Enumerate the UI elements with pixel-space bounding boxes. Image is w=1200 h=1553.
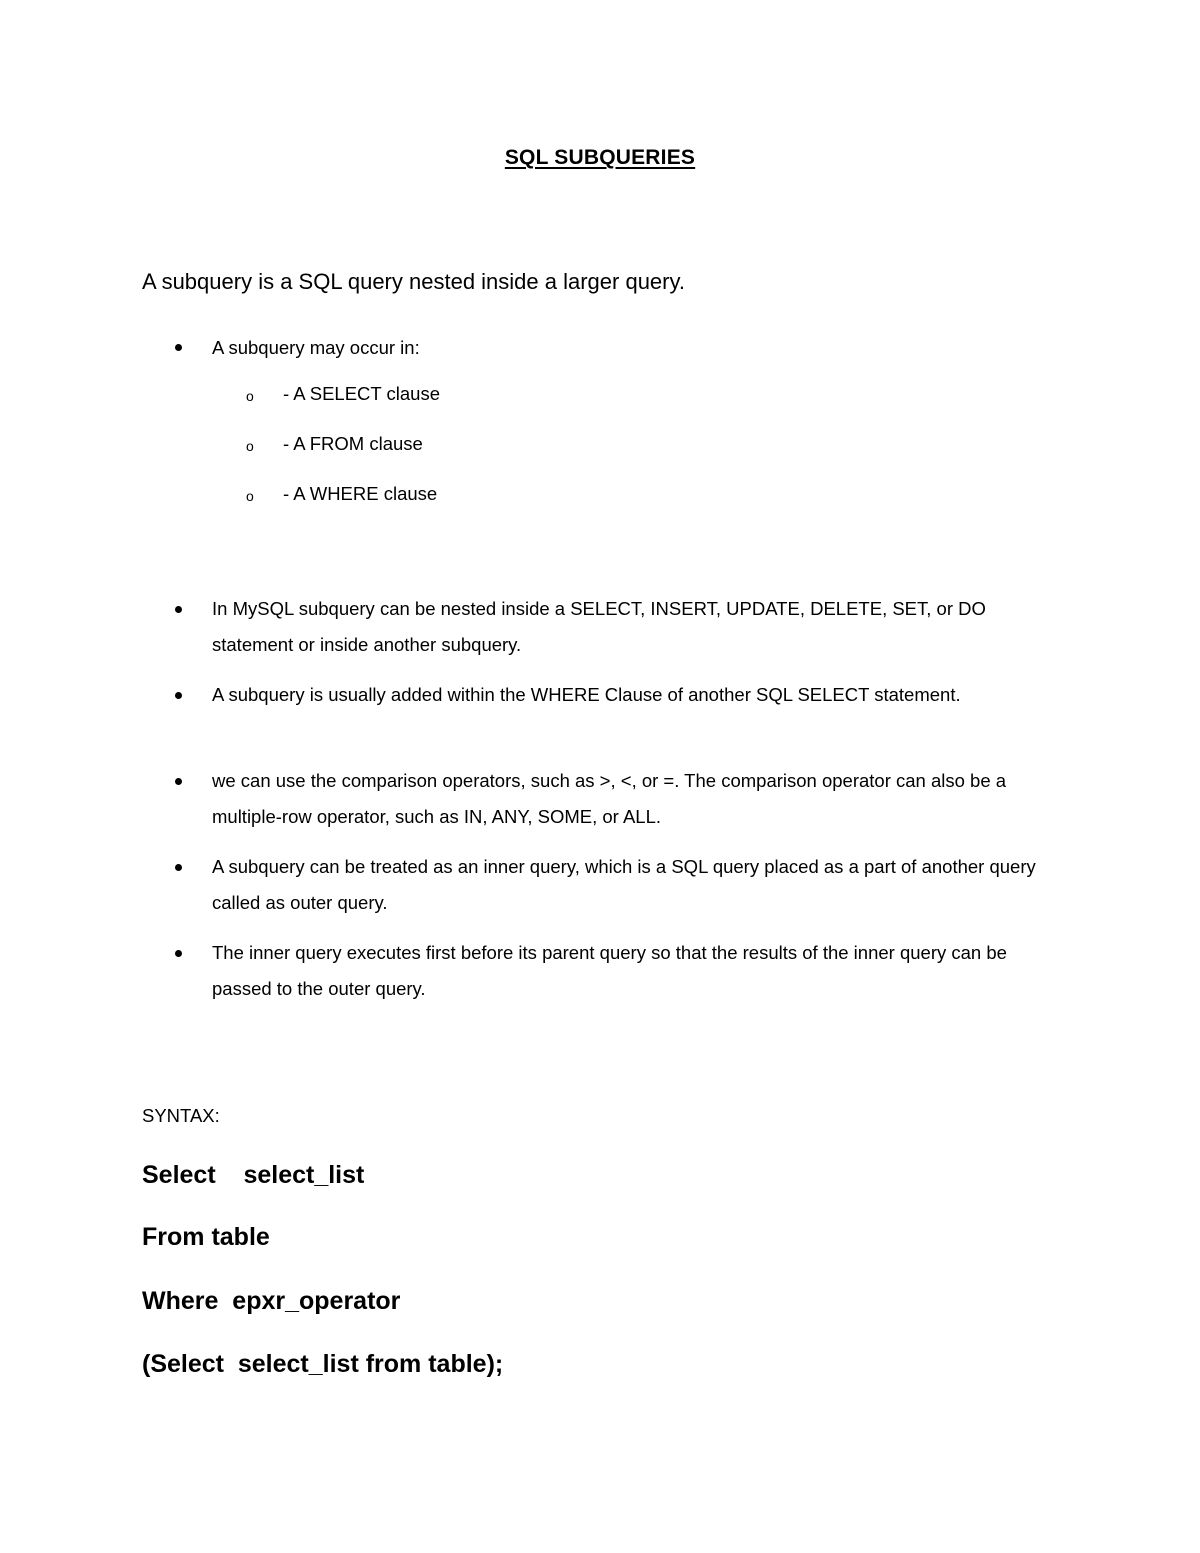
bullet-icon <box>175 778 182 785</box>
bullet-text: In MySQL subquery can be nested inside a SELECT, INSERT, UPDATE, DELETE, SET, or DO statement or inside another subquery. <box>212 598 986 655</box>
syntax-line: (Select select_list from table); <box>142 1350 504 1378</box>
syntax-line: From table <box>142 1223 270 1251</box>
syntax-label: SYNTAX: <box>142 1105 220 1126</box>
sub-list-item: - A FROM clause <box>283 433 423 454</box>
bullet-icon <box>175 864 182 871</box>
bullet-text: A subquery can be treated as an inner query, which is a SQL query placed as a part of another query called as outer query. <box>212 856 1036 913</box>
circle-bullet-icon: o <box>246 488 254 504</box>
sub-list-item: - A SELECT clause <box>283 383 440 404</box>
circle-bullet-icon: o <box>246 388 254 404</box>
circle-bullet-icon: o <box>246 438 254 454</box>
bullet-text: A subquery is usually added within the WHERE Clause of another SQL SELECT statement. <box>212 684 961 705</box>
bullet-text: A subquery may occur in: <box>212 337 420 358</box>
syntax-line: Where epxr_operator <box>142 1287 401 1315</box>
sub-list-item: - A WHERE clause <box>283 483 438 504</box>
syntax-line: Select select_list <box>142 1161 365 1189</box>
bullet-icon <box>175 344 182 351</box>
bullet-icon <box>175 950 182 957</box>
intro-text: A subquery is a SQL query nested inside a larger query. <box>142 269 685 294</box>
bullet-icon <box>175 606 182 613</box>
bullet-text: we can use the comparison operators, such as >, <, or =. The comparison operator can also be a multiple-row operator, such as IN, ANY, SOME, or ALL. <box>212 770 1007 827</box>
bullet-text: The inner query executes first before its parent query so that the results of the inner query can be passed to the outer query. <box>212 942 1007 999</box>
bullet-icon <box>175 692 182 699</box>
page-title: SQL SUBQUERIES <box>504 146 696 169</box>
